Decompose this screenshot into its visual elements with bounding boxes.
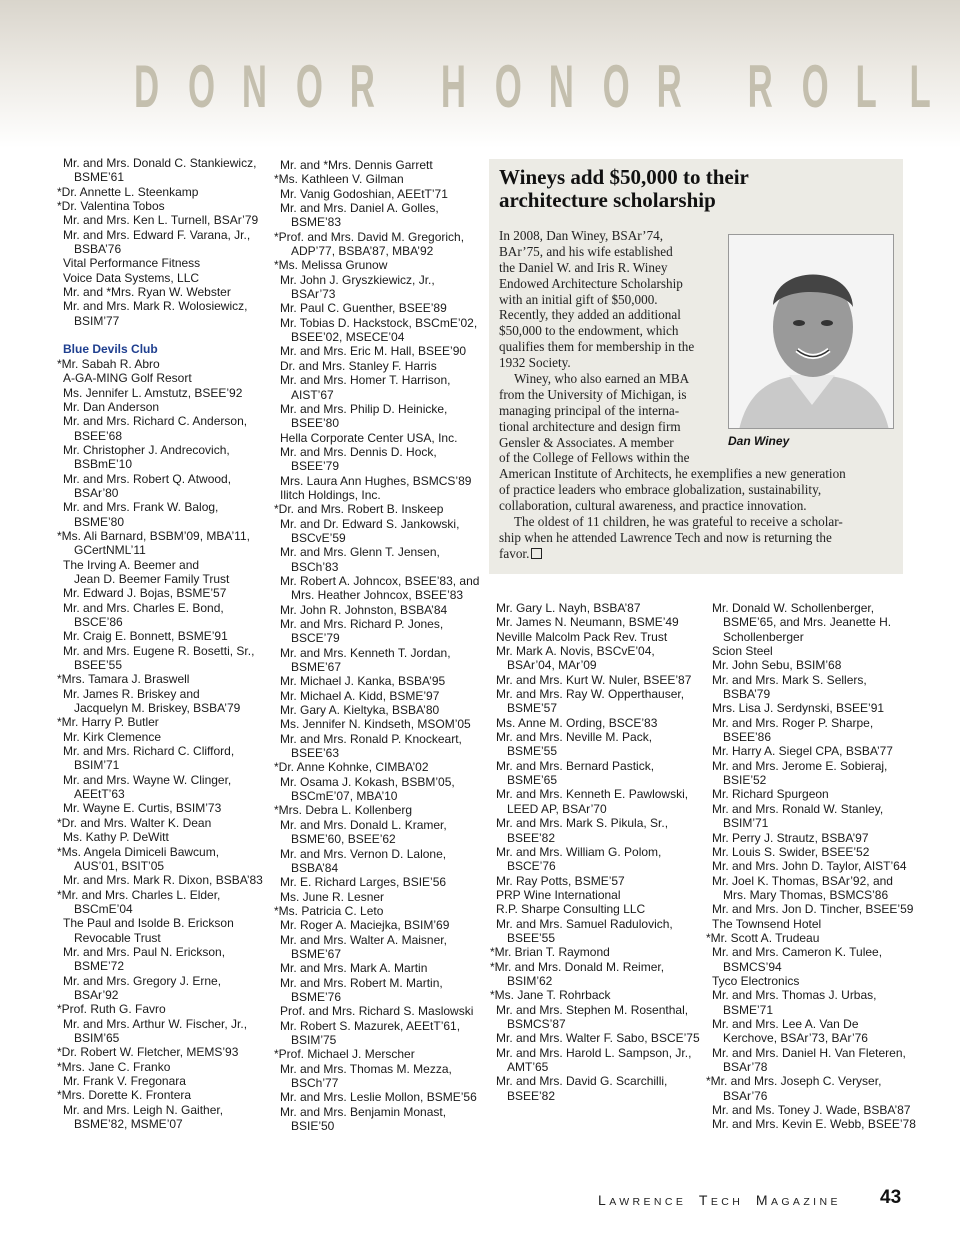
- donor-name: Mr. and Mrs. Donald C. Stankiewicz,: [63, 156, 257, 170]
- donor-name: Mr. and Mrs. Mark S. Pikula, Sr.,: [496, 816, 669, 831]
- donor-name: Mr. Harry A. Siegel CPA, BSBA’77: [712, 744, 893, 759]
- story-line: favor.: [499, 545, 530, 561]
- donor-name: *Dr. Valentina Tobos: [57, 199, 165, 214]
- footer-word: LAWRENCE: [598, 1192, 687, 1208]
- donor-name: *Dr. Anne Kohnke, CIMBA’02: [274, 760, 429, 775]
- donor-name: Mr. Michael A. Kidd, BSME’97: [280, 688, 440, 703]
- donor-name-continued: BSAr’76: [723, 1088, 768, 1103]
- title-letter: [404, 52, 441, 121]
- donor-name: Mr. and Mrs. Ronald P. Knockeart,: [280, 731, 462, 746]
- donor-name: *Dr. Robert W. Fletcher, MEMS’93: [57, 1045, 239, 1060]
- title-letter: O: [801, 53, 829, 120]
- page-number: 43: [880, 1187, 902, 1208]
- donor-name: Mr. and Mrs. Thomas M. Mezza,: [280, 1061, 452, 1076]
- donor-name: Voice Data Systems, LLC: [63, 270, 200, 285]
- donor-name-continued: BSIE’52: [723, 773, 767, 788]
- story-line: Recently, they added an additional: [499, 307, 681, 323]
- donor-name: Mr. Craig E. Bonnett, BSME’91: [63, 629, 228, 644]
- donor-name: Mr. and Mrs. Jerome E. Sobieraj,: [712, 758, 888, 773]
- donor-name-continued: Mrs. Heather Johncox, BSEE’83: [291, 588, 464, 603]
- donor-name-continued: BSME’67: [291, 660, 342, 675]
- story-line: from the University of Michigan, is: [499, 386, 687, 402]
- donor-name-continued: BSCmE’07, MBA’10: [291, 789, 398, 804]
- donor-name: Mr. John J. Gryszkiewicz, Jr.,: [280, 272, 435, 287]
- donor-name: The Townsend Hotel: [712, 916, 822, 931]
- donor-name: Mr. and Mrs. Leslie Mollon, BSME’56: [280, 1090, 477, 1105]
- donor-name: Mr. and Mrs. Robert Q. Atwood,: [63, 471, 232, 486]
- donor-name: Mr. and Mrs. Ken L. Turnell, BSAr’79: [63, 213, 259, 228]
- story-line: In 2008, Dan Winey, BSAr’74,: [499, 228, 664, 243]
- donor-name: Mr. Edward J. Bojas, BSME’57: [63, 586, 227, 601]
- donor-name: Mr. and Mrs. Harold L. Sampson, Jr.,: [496, 1045, 692, 1060]
- story-line: American Institute of Architects, he exemplifies a new generation: [499, 466, 846, 482]
- donor-name-continued: LEED AP, BSAr’70: [507, 801, 607, 816]
- donor-name: Mr. and Mrs. Frank W. Balog,: [63, 500, 219, 515]
- donor-name: *Mr. Brian T. Raymond: [490, 945, 610, 960]
- donor-name: Mr. and Mrs. Wayne W. Clinger,: [63, 772, 232, 787]
- donor-name-continued: Jean D. Beemer Family Trust: [74, 571, 230, 586]
- donor-name: Mr. and Mrs. Charles E. Bond,: [63, 600, 224, 615]
- story-line: ship when he attended Lawrence Tech and now is returning the: [499, 529, 832, 545]
- donor-name: Mr. and Mrs. Mark A. Martin: [280, 961, 428, 976]
- donor-name: Mr. Osama J. Kokash, BSBM’05,: [280, 774, 455, 789]
- donor-name: Ms. Kathy P. DeWitt: [63, 830, 169, 845]
- donor-name-continued: BSME’55: [507, 744, 558, 759]
- story-line: managing principal of the interna-: [499, 402, 680, 418]
- title-letter: L: [909, 53, 931, 120]
- donor-name-continued: BSAr’04, MAr’09: [507, 658, 597, 673]
- donor-name-continued: BSME’82, MSME’07: [74, 1117, 183, 1132]
- donor-name: Mr. Frank V. Fregonara: [63, 1074, 186, 1088]
- donor-name: Mr. and Mrs. John D. Taylor, AIST’64: [712, 859, 907, 874]
- donor-name: Mr. Robert A. Johncox, BSEE’83, and: [280, 573, 480, 588]
- title-letter: O: [187, 53, 216, 120]
- donor-name: Mr. and Mrs. David G. Scarchilli,: [496, 1074, 668, 1089]
- donor-name-continued: BSME’72: [74, 959, 125, 974]
- donor-name: Mr. and Mrs. Mark R. Wolosiewicz,: [63, 299, 248, 314]
- donor-name: *Mr. Harry P. Butler: [57, 715, 159, 730]
- donor-name: Mr. Louis S. Swider, BSEE’52: [712, 844, 870, 859]
- donor-name: Mr. Christopher J. Andrecovich,: [63, 442, 230, 457]
- donor-name-continued: Revocable Trust: [74, 930, 161, 945]
- donor-name-continued: BSEE’79: [291, 459, 340, 474]
- portrait-image: [729, 235, 894, 429]
- donor-name: Mr. Robert S. Mazurek, AEEtT’61,: [280, 1018, 461, 1033]
- title-letter: L: [855, 53, 877, 120]
- story-line: 1932 Society.: [499, 355, 571, 371]
- donor-name-continued: BSBA’79: [723, 687, 771, 702]
- donor-name: R.P. Sharpe Consulting LLC: [496, 902, 646, 917]
- story-line: collaboration, cultural awareness, and practice innovation.: [499, 498, 807, 514]
- donor-name: Mr. and Mrs. Glenn T. Jensen,: [280, 545, 440, 560]
- story-line: of practice leaders who embrace globalization, sustainability,: [499, 482, 822, 498]
- title-letter: O: [602, 53, 630, 120]
- donor-name: Mr. and Mrs. Ronald W. Stanley,: [712, 801, 884, 816]
- donor-name: Mr. Roger A. Maciejka, BSIM’69: [280, 918, 450, 933]
- donor-name-continued: BSIM’62: [507, 973, 553, 988]
- title-letter: N: [241, 53, 268, 120]
- donor-name-continued: BSMCS’94: [723, 959, 782, 974]
- donor-name: Mrs. Lisa J. Serdynski, BSEE’91: [712, 701, 885, 716]
- story-line: BAr’75, and his wife established: [499, 243, 673, 259]
- story-line: Endowed Architecture Scholarship: [499, 275, 683, 291]
- magazine-footer: [598, 1192, 841, 1208]
- donor-name: Mr. Mark A. Novis, BSCvE’04,: [496, 644, 655, 659]
- donor-name: Mr. and Mrs. Neville M. Pack,: [496, 730, 653, 745]
- donor-name: Ilitch Holdings, Inc.: [280, 487, 381, 502]
- donor-name-continued: BSME’80: [74, 514, 125, 529]
- title-letter: D: [134, 53, 160, 120]
- donor-name-continued: BSEE’86: [723, 730, 772, 745]
- donor-name: Mr. and Mrs. Mark R. Dixon, BSBA’83: [63, 873, 263, 888]
- donor-name: Mr. and Mrs. Stephen M. Rosenthal,: [496, 1002, 689, 1017]
- donor-name-continued: BSME’83: [291, 215, 342, 230]
- donor-name: Mr. and *Mrs. Dennis Garrett: [280, 158, 433, 172]
- donor-name: *Mr. and Mrs. Donald M. Reimer,: [490, 959, 665, 974]
- donor-name: Mr. and Mrs. Cameron K. Tulee,: [712, 945, 883, 960]
- donor-name-continued: BSCvE’59: [291, 530, 346, 545]
- story-line: the Daniel W. and Iris R. Winey: [499, 259, 668, 275]
- donor-name: Mr. and Ms. Toney J. Wade, BSBA’87: [712, 1103, 911, 1118]
- story-line: of the College of Fellows within the: [499, 450, 690, 466]
- donor-name: Mr. Dan Anderson: [63, 399, 160, 414]
- donor-name: *Ms. Kathleen V. Gilman: [274, 172, 404, 187]
- donor-name-continued: Schollenberger: [723, 629, 804, 644]
- donor-name-continued: BSEE’02, MSECE’04: [291, 330, 405, 345]
- donor-name: Mr. and Mrs. Arthur W. Fischer, Jr.,: [63, 1016, 248, 1031]
- title-letter: [711, 52, 748, 121]
- donor-name: Mr. and Mrs. Daniel A. Golles,: [280, 201, 439, 216]
- donor-name: Mr. Richard Spurgeon: [712, 787, 829, 802]
- donor-name: Ms. Anne M. Ording, BSCE’83: [496, 715, 658, 730]
- donor-name-continued: BSEE’82: [507, 830, 556, 845]
- donor-name: Mr. Ray Potts, BSME’57: [496, 873, 625, 888]
- donor-name: Mr. and Mrs. Edward F. Varana, Jr.,: [63, 227, 251, 242]
- donor-name-continued: BSEE’55: [74, 658, 123, 673]
- header-banner: [0, 0, 960, 148]
- donor-name: Mr. and Mrs. Vernon D. Lalone,: [280, 846, 447, 861]
- donor-name-continued: BSCh’77: [291, 1076, 339, 1090]
- donor-name-continued: BSCmE’04: [74, 901, 133, 916]
- donor-name-continued: BSAr’78: [723, 1060, 768, 1074]
- donor-column-3: [490, 601, 700, 1103]
- donor-name-continued: BSCE’86: [74, 615, 123, 629]
- donor-name: Mr. and Mrs. Donald L. Kramer,: [280, 817, 447, 832]
- donor-name: Mr. and Mrs. Kenneth E. Pawlowski,: [496, 787, 689, 802]
- story-line: qualifies them for membership in the: [499, 339, 695, 355]
- donor-name: The Paul and Isolde B. Erickson: [63, 916, 234, 931]
- donor-name-continued: BSIM’71: [723, 816, 769, 831]
- donor-name: Hella Corporate Center USA, Inc.: [280, 430, 458, 445]
- donor-name: *Prof. Michael J. Merscher: [274, 1047, 415, 1062]
- donor-name: Mr. and Mrs. Jon D. Tincher, BSEE’59: [712, 902, 914, 917]
- end-mark-icon: [531, 548, 542, 559]
- donor-name: Mr. and *Mrs. Ryan W. Webster: [63, 285, 231, 300]
- donor-name: Mr. and Mrs. Dennis D. Hock,: [280, 444, 437, 459]
- donor-name-continued: Jacquelyn M. Briskey, BSBA’79: [74, 701, 241, 716]
- donor-name-continued: BSME’65, and Mrs. Jeanette H.: [723, 615, 892, 630]
- donor-name-continued: GCertNML’11: [74, 543, 146, 558]
- spacer: [63, 328, 263, 342]
- footer-word: MAGAZINE: [755, 1192, 841, 1208]
- photo-caption: Dan Winey: [728, 434, 790, 448]
- donor-name: Mr. and Mrs. Kenneth T. Jordan,: [280, 645, 451, 660]
- donor-name: Mr. James R. Briskey and: [63, 686, 200, 701]
- donor-name: *Mr. Sabah R. Abro: [57, 356, 160, 371]
- donor-name: Mr. and Mrs. Philip D. Heinicke,: [280, 401, 448, 416]
- donor-name: Ms. Jennifer N. Kindseth, MSOM’05: [280, 717, 471, 732]
- donor-column-4: [706, 601, 916, 1132]
- donor-name: Mr. Gary A. Kieltyka, BSBA’80: [280, 703, 440, 718]
- donor-name: Mr. and Mrs. Leigh N. Gaither,: [63, 1102, 224, 1117]
- donor-name: Mr. Paul C. Guenther, BSEE’89: [280, 301, 447, 316]
- donor-name: Prof. and Mrs. Richard S. Maslowski: [280, 1004, 474, 1019]
- donor-name: *Mrs. Tamara J. Braswell: [57, 672, 190, 687]
- donor-name: Mr. and Mrs. Roger P. Sharpe,: [712, 715, 874, 730]
- donor-name: Mr. E. Richard Larges, BSIE’56: [280, 875, 447, 890]
- donor-name: *Mr. and Mrs. Charles L. Elder,: [57, 887, 221, 902]
- donor-name: Scion Steel: [712, 644, 773, 659]
- donor-name: Mr. Kirk Clemence: [63, 729, 162, 744]
- page-title: [134, 52, 960, 121]
- donor-name: *Mrs. Debra L. Kollenberg: [274, 803, 413, 818]
- donor-name-continued: BSIE’50: [291, 1119, 335, 1134]
- donor-name-continued: BSIM’71: [74, 758, 120, 773]
- donor-name: Mr. and Mrs. Mark S. Sellers,: [712, 672, 867, 687]
- donor-name-continued: BSME’67: [291, 946, 342, 961]
- donor-name-continued: BSEE’82: [507, 1088, 556, 1103]
- portrait-photo: [728, 234, 894, 429]
- donor-column-1: [57, 156, 263, 1132]
- donor-name-continued: AUS’01, BSIT’05: [74, 858, 165, 873]
- donor-name: Mr. and Mrs. Daniel H. Van Fleteren,: [712, 1045, 906, 1060]
- story-last-line: [499, 546, 897, 562]
- donor-name: *Mrs. Jane C. Franko: [57, 1059, 171, 1074]
- donor-name: The Irving A. Beemer and: [63, 557, 200, 572]
- donor-name: *Mr. and Mrs. Joseph C. Veryser,: [706, 1074, 882, 1089]
- donor-name-continued: BSBmE’10: [74, 457, 133, 472]
- donor-name: *Dr. Annette L. Steenkamp: [57, 184, 199, 199]
- donor-name-continued: BSME’65: [507, 773, 558, 788]
- donor-name: Mr. and Mrs. Kurt W. Nuler, BSEE’87: [496, 672, 692, 687]
- title-letter: H: [440, 53, 466, 120]
- donor-name: *Prof. and Mrs. David M. Gregorich,: [274, 229, 465, 244]
- donor-name-continued: BSMCS’87: [507, 1016, 566, 1031]
- donor-name: Mr. and Mrs. Richard C. Anderson,: [63, 414, 248, 429]
- donor-name: Dr. and Mrs. Stanley F. Harris: [280, 358, 437, 373]
- donor-name-continued: BSIM’75: [291, 1032, 337, 1047]
- donor-name-continued: BSAr’80: [74, 485, 119, 500]
- donor-name-continued: BSCE’76: [507, 859, 556, 874]
- donor-name: Mr. and Mrs. Samuel Radulovich,: [496, 916, 673, 931]
- donor-column-2: [274, 158, 480, 1134]
- title-letter: R: [747, 53, 773, 120]
- title-letter: R: [349, 53, 375, 120]
- donor-name: Mr. and Mrs. Benjamin Monast,: [280, 1104, 447, 1119]
- donor-name-continued: BSME’71: [723, 1002, 774, 1017]
- donor-name: Mr. and Mrs. Thomas J. Urbas,: [712, 988, 877, 1003]
- donor-name: Mr. and Mrs. Paul N. Erickson,: [63, 944, 226, 959]
- donor-name: Mr. Vanig Godoshian, AEEtT’71: [280, 186, 448, 201]
- donor-name: Mr. and Mrs. Walter A. Maisner,: [280, 932, 447, 947]
- donor-name: *Dr. and Mrs. Walter K. Dean: [57, 815, 212, 830]
- donor-name: Mr. and Mrs. Richard P. Jones,: [280, 617, 444, 631]
- section-heading: Blue Devils Club: [63, 342, 158, 357]
- donor-name: *Dr. and Mrs. Robert B. Inskeep: [274, 502, 444, 517]
- donor-name-continued: AIST’67: [291, 387, 334, 402]
- feature-title-line: architecture scholarship: [499, 188, 716, 212]
- donor-name: *Mrs. Dorette K. Frontera: [57, 1088, 192, 1103]
- donor-name: Mr. and Mrs. Kevin E. Webb, BSEE’78: [712, 1117, 916, 1132]
- donor-name: Mr. and Mrs. Walter F. Sabo, BSCE’75: [496, 1031, 700, 1046]
- donor-name: Mr. James N. Neumann, BSME’49: [496, 615, 679, 630]
- donor-name: Ms. Jennifer L. Amstutz, BSEE’92: [63, 385, 243, 400]
- donor-name: Mr. Tobias D. Hackstock, BSCmE’02,: [280, 315, 478, 330]
- title-letter: O: [295, 53, 323, 120]
- story-line: tional architecture and design firm: [499, 418, 681, 434]
- donor-name: *Ms. Jane T. Rohrback: [490, 988, 611, 1003]
- story-line: Winey, who also earned an MBA: [514, 371, 690, 387]
- donor-name: A-GA-MING Golf Resort: [63, 371, 192, 386]
- donor-name: Mr. Wayne E. Curtis, BSIM’73: [63, 801, 222, 816]
- donor-name: Mr. and Mrs. Ray W. Opperthauser,: [496, 687, 685, 702]
- story-line: $50,000 to the endowment, which: [499, 323, 679, 339]
- donor-name: Mr. Donald W. Schollenberger,: [712, 601, 875, 615]
- donor-name-continued: BSCE’79: [291, 631, 340, 646]
- donor-name: *Ms. Melissa Grunow: [274, 258, 388, 273]
- title-letter: R: [656, 53, 682, 120]
- donor-name: Vital Performance Fitness: [63, 256, 201, 271]
- donor-name: Mr. and Mrs. Robert M. Martin,: [280, 975, 443, 990]
- donor-name: *Ms. Angela Dimiceli Bawcum,: [57, 844, 220, 859]
- donor-name: Mr. and Mrs. Lee A. Van De: [712, 1016, 859, 1031]
- donor-name: Tyco Electronics: [712, 973, 800, 988]
- donor-name-continued: BSME’60, BSEE’62: [291, 832, 396, 847]
- donor-name: Mr. and Mrs. Bernard Pastick,: [496, 758, 655, 773]
- donor-name-continued: ADP’77, BSBA’87, MBA’92: [291, 244, 434, 259]
- donor-name: Mr. and Mrs. Eugene R. Bosetti, Sr.,: [63, 643, 255, 658]
- donor-name-continued: BSCh’83: [291, 559, 339, 574]
- donor-name-continued: BSEE’68: [74, 428, 123, 443]
- donor-name: Mr. and Mrs. Homer T. Harrison,: [280, 373, 451, 388]
- donor-name: Mr. and Dr. Edward S. Jankowski,: [280, 516, 460, 531]
- story-line: Gensler & Associates. A member: [499, 434, 674, 450]
- feature-title-line: Wineys add $50,000 to their: [499, 165, 749, 189]
- donor-name: Mr. Gary L. Nayh, BSBA’87: [496, 601, 641, 615]
- donor-name: Neville Malcolm Pack Rev. Trust: [496, 629, 668, 644]
- donor-name-continued: BSME’57: [507, 701, 558, 716]
- donor-name-continued: BSBA’76: [74, 242, 122, 257]
- donor-name-continued: BSAr’92: [74, 987, 119, 1002]
- donor-name: Mr. John Sebu, BSIM’68: [712, 658, 842, 673]
- donor-name: Mr. and Mrs. Gregory J. Erne,: [63, 973, 222, 988]
- donor-name: Mrs. Laura Ann Hughes, BSMCS’89: [280, 473, 472, 488]
- donor-name: Ms. June R. Lesner: [280, 889, 385, 904]
- donor-name-continued: BSME’61: [74, 170, 125, 185]
- donor-name-continued: BSEE’80: [291, 416, 340, 431]
- donor-name-continued: AMT’65: [507, 1060, 549, 1074]
- donor-name: Mr. and Mrs. William G. Polom,: [496, 844, 662, 859]
- donor-name-continued: BSEE’63: [291, 746, 340, 761]
- donor-name: Mr. Michael J. Kanka, BSBA’95: [280, 674, 446, 689]
- donor-name: Mr. John R. Johnston, BSBA’84: [280, 602, 448, 617]
- title-letter: N: [548, 53, 574, 120]
- donor-name-continued: BSAr’73: [291, 287, 336, 302]
- donor-name-continued: BSBA’84: [291, 860, 339, 875]
- story-line: The oldest of 11 children, he was grateful to receive a scholar-: [514, 514, 843, 530]
- donor-name-continued: BSEE’55: [507, 930, 556, 945]
- donor-name-continued: BSIM’77: [74, 313, 120, 328]
- donor-name: *Mr. Scott A. Trudeau: [706, 930, 820, 945]
- donor-name: Mr. Joel K. Thomas, BSAr’92, and: [712, 873, 893, 888]
- donor-name-continued: Mrs. Mary Thomas, BSMCS’86: [723, 887, 889, 902]
- donor-name-continued: Kerchove, BSAr’73, BAr’76: [723, 1031, 868, 1046]
- story-line: with an initial gift of $50,000.: [499, 291, 658, 307]
- donor-name: *Ms. Patricia C. Leto: [274, 903, 384, 918]
- donor-name-continued: BSME’76: [291, 989, 342, 1004]
- donor-name: PRP Wine International: [496, 887, 621, 902]
- donor-name: Mr. and Mrs. Richard C. Clifford,: [63, 744, 235, 759]
- feature-title: [499, 166, 749, 212]
- donor-name: Mr. and Mrs. Eric M. Hall, BSEE’90: [280, 344, 467, 359]
- donor-name: *Prof. Ruth G. Favro: [57, 1002, 166, 1017]
- donor-name-continued: BSIM’65: [74, 1030, 120, 1045]
- footer-word: TECH: [698, 1192, 744, 1208]
- donor-name: *Ms. Ali Barnard, BSBM’09, MBA’11,: [57, 528, 250, 543]
- donor-name: Mr. Perry J. Strautz, BSBA’97: [712, 830, 869, 845]
- donor-name-continued: AEEtT’63: [74, 787, 125, 802]
- title-letter: O: [494, 53, 522, 120]
